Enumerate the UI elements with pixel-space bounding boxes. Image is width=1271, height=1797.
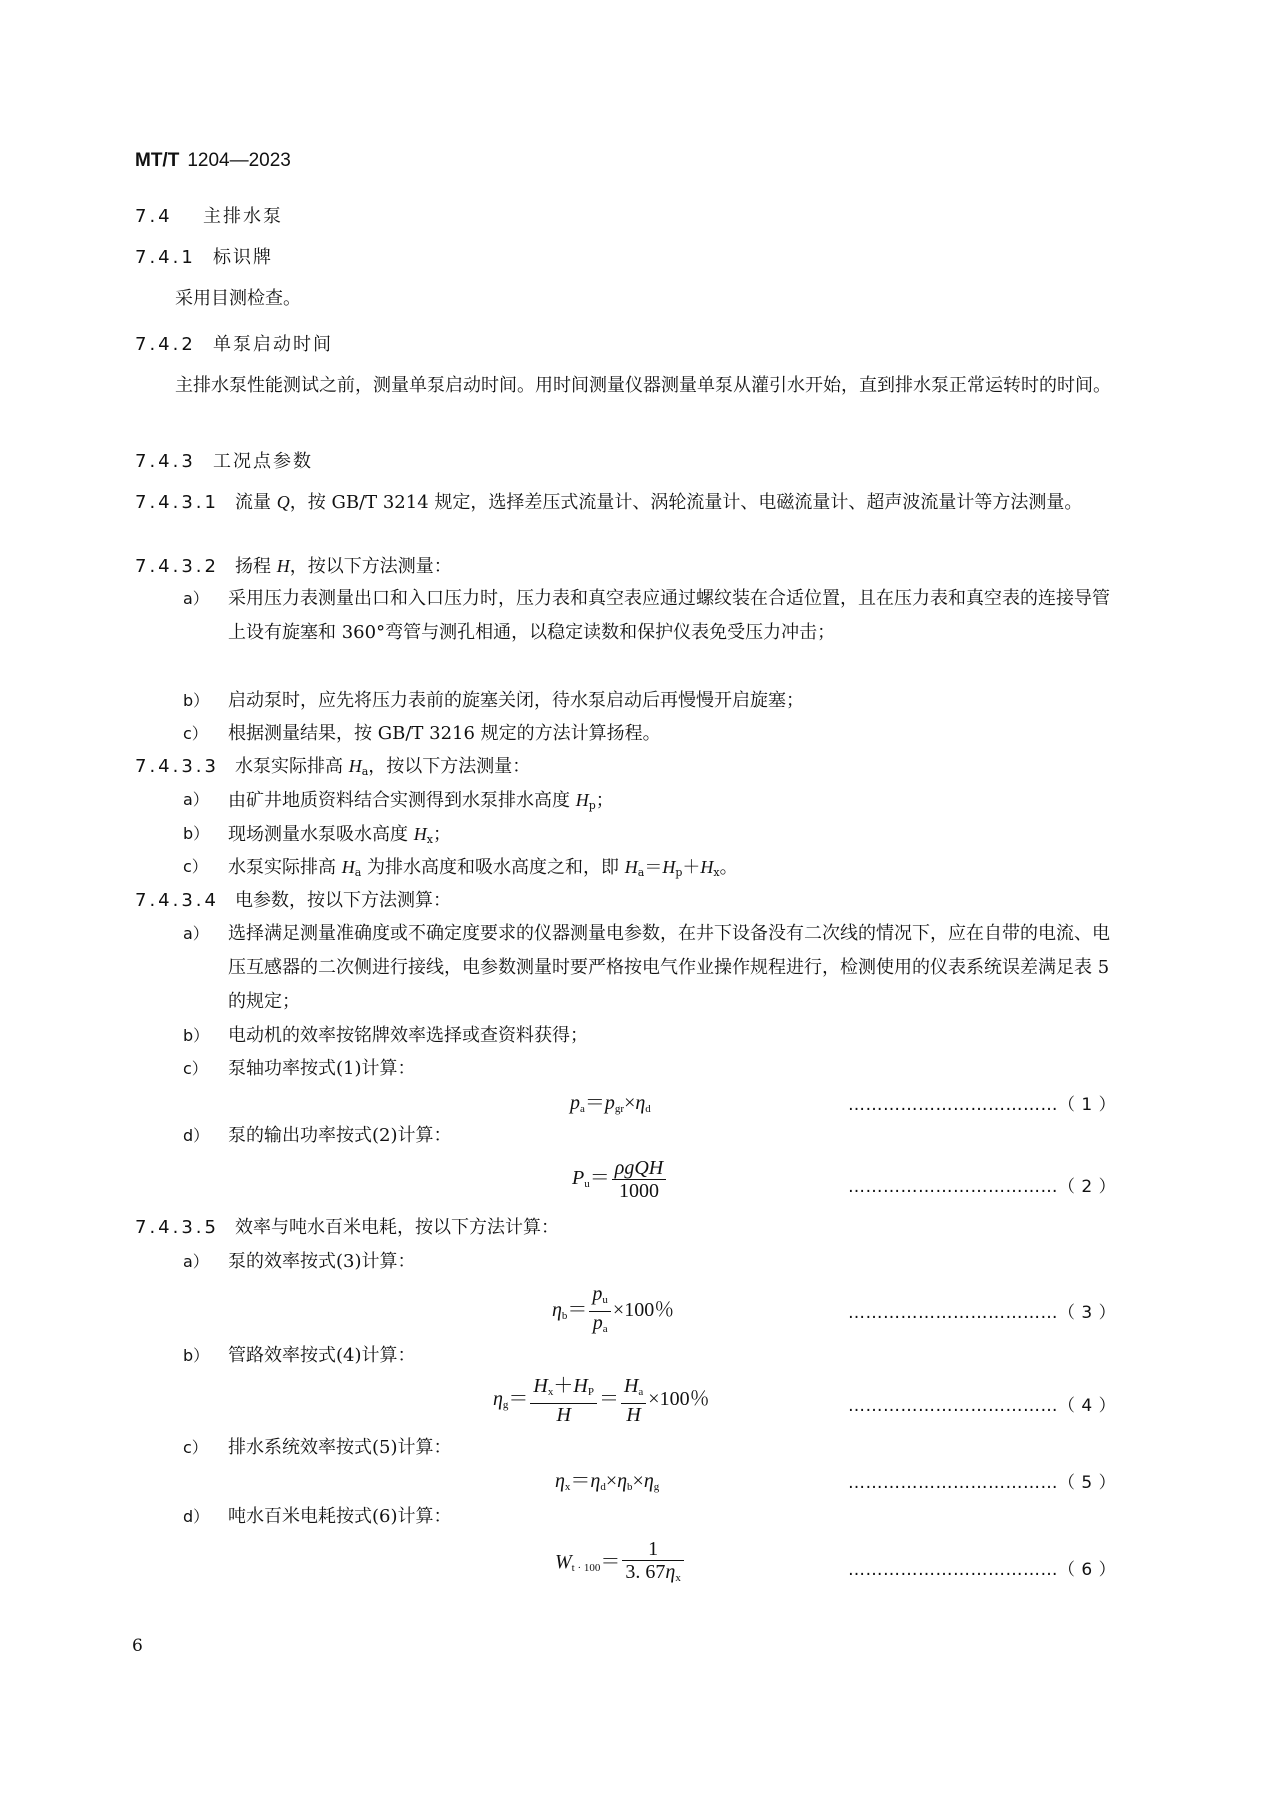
- section-title: 标识牌: [213, 247, 273, 268]
- variable: H: [276, 556, 290, 576]
- clause-number: 7.4.3.5: [135, 1217, 219, 1238]
- list-item-text: 泵轴功率按式(1)计算：: [228, 1058, 416, 1079]
- equation-number: ………………………………（ 4 ）: [848, 1396, 1117, 1416]
- list-marker: b）: [183, 824, 210, 843]
- formula-1: $p_a=p_{gr}\times\eta_d$: [570, 1092, 651, 1115]
- list-item: [183, 1500, 1120, 1534]
- section-title: 主排水泵: [203, 206, 283, 227]
- page-number: 6: [132, 1636, 143, 1656]
- section-7-4-heading: [135, 202, 283, 228]
- clause-text: ，按以下方法测量：: [289, 556, 452, 577]
- list-item-text: 泵的效率按式(3)计算：: [228, 1251, 416, 1272]
- section-7-4-1-text: 采用目测检查。: [175, 288, 301, 309]
- list-marker: b）: [183, 1346, 210, 1365]
- clause-number: 7.4.3.4: [135, 890, 219, 911]
- equation-number: ………………………………（ 5 ）: [848, 1473, 1117, 1493]
- list-item-text: 根据测量结果，按 GB/T 3216 规定的方法计算扬程。: [228, 723, 661, 744]
- list-marker: d）: [183, 1507, 210, 1526]
- formula-6: $W_{t \cdot 100}=$ $\frac{1}{3. 67\eta_x}$: [555, 1538, 686, 1589]
- equation-number: ………………………………（ 1 ）: [848, 1095, 1117, 1115]
- list-item: [183, 1431, 1120, 1465]
- clause-text: 效率与吨水百米电耗，按以下方法计算：: [234, 1217, 559, 1238]
- subscript: a: [361, 765, 369, 778]
- section-7-4-2-heading: [135, 330, 333, 356]
- list-item: [183, 1245, 1120, 1279]
- clause-text: 电参数，按以下方法测算：: [234, 890, 451, 911]
- clause-7-4-3-5: [135, 1211, 1120, 1244]
- list-item-text: 排水系统效率按式(5)计算：: [228, 1437, 452, 1458]
- list-marker: a）: [183, 924, 209, 943]
- equation-number: ………………………………（ 3 ）: [848, 1303, 1117, 1323]
- list-item: [183, 1119, 1120, 1153]
- list-marker: a）: [183, 1252, 209, 1271]
- section-7-4-2-text: 主排水泵性能测试之前，测量单泵启动时间。用时间测量仪器测量单泵从灌引水开始，直到排水泵正常运转时的时间。: [175, 375, 1111, 396]
- section-number: 7.4.3: [135, 451, 196, 472]
- list-item-text: 泵的输出功率按式(2)计算：: [228, 1125, 452, 1146]
- section-7-4-1-heading: [135, 243, 273, 269]
- list-item-text: 管路效率按式(4)计算：: [228, 1345, 416, 1366]
- list-marker: c）: [183, 1438, 208, 1457]
- list-item-text: 启动泵时，应先将压力表前的旋塞关闭，待水泵启动后再慢慢开启旋塞；: [228, 690, 804, 711]
- list-item: [183, 1019, 1120, 1053]
- clause-text: 水泵实际排高: [234, 756, 349, 777]
- list-marker: c）: [183, 857, 208, 876]
- variable: H: [348, 756, 362, 776]
- list-item: [183, 717, 1120, 751]
- formula-3: $\eta_b=$ $\frac{p_u}{p_a}$ ×100％: [552, 1283, 675, 1335]
- list-marker: b）: [183, 691, 210, 710]
- clause-7-4-3-2: [135, 550, 1120, 583]
- list-item-text: 吨水百米电耗按式(6)计算：: [228, 1506, 452, 1527]
- list-item-text: 现场测量水泵吸水高度 $H_x$；: [228, 824, 451, 846]
- list-item: [183, 1339, 1120, 1373]
- section-number: 7.4: [135, 206, 173, 227]
- standard-header: [135, 150, 291, 172]
- clause-number: 7.4.3.1: [135, 492, 219, 513]
- list-item: [183, 1052, 1120, 1086]
- standard-number: 1204—2023: [187, 150, 291, 171]
- variable: Q: [276, 492, 290, 512]
- list-marker: c）: [183, 724, 208, 743]
- clause-text: ，按以下方法测量：: [368, 756, 531, 777]
- list-item: [183, 783, 1120, 817]
- standard-prefix: MT/T: [135, 150, 180, 171]
- clause-number: 7.4.3.3: [135, 756, 219, 777]
- list-marker: a）: [183, 589, 209, 608]
- clause-text: ，按 GB/T 3214 规定，选择差压式流量计、涡轮流量计、电磁流量计、超声波流量计等方法测量。: [289, 492, 1083, 513]
- list-item: [183, 817, 1120, 851]
- list-marker: b）: [183, 1026, 210, 1045]
- clause-text: 流量: [234, 492, 277, 513]
- section-title: 单泵启动时间: [213, 334, 333, 355]
- list-item: [183, 582, 1120, 643]
- list-item: [183, 684, 1120, 718]
- list-marker: d）: [183, 1126, 210, 1145]
- formula-4: $\eta_g=$ $\frac{H_x+H_P}{H}$ ＝ $\frac{H_a}{H}$ ×100％: [493, 1375, 710, 1426]
- list-item: [183, 917, 1120, 1012]
- list-marker: c）: [183, 1059, 208, 1078]
- formula-5: $\eta_x=\eta_d\times\eta_b\times\eta_g$: [555, 1470, 660, 1493]
- equation-number: ………………………………（ 2 ）: [848, 1177, 1117, 1197]
- clause-7-4-3-4: [135, 884, 1120, 917]
- list-item: [183, 850, 1120, 884]
- equation-number: ………………………………（ 6 ）: [848, 1560, 1117, 1580]
- formula-2: $P_u=$ $\frac{\text{ρgQH}}{1000}$: [572, 1157, 668, 1202]
- clause-7-4-3-1: [135, 486, 1120, 519]
- section-number: 7.4.1: [135, 247, 196, 268]
- clause-number: 7.4.3.2: [135, 556, 219, 577]
- list-item-text: 由矿井地质资料结合实测得到水泵排水高度 $H_p$；: [228, 790, 614, 812]
- list-marker: a）: [183, 790, 209, 809]
- section-number: 7.4.2: [135, 334, 196, 355]
- list-item-text: 采用压力表测量出口和入口压力时，压力表和真空表应通过螺纹装在合适位置，且在压力表和真空表的连接导管上设有旋塞和 360°弯管与测孔相通，以稳定读数和保护仪表免受压力冲击；: [228, 588, 1110, 643]
- list-item-text: 水泵实际排高 $H_a$ 为排水高度和吸水高度之和，即 $H_a=H_p+H_x$。: [228, 857, 738, 879]
- list-item-text: 选择满足测量准确度或不确定度要求的仪器测量电参数，在井下设备没有二次线的情况下，应在自带的电流、电压互感器的二次侧进行接线，电参数测量时要严格按电气作业操作规程进行，检测使用的仪表系统误差满足表 5 的规定；: [228, 923, 1110, 1012]
- section-7-4-3-heading: [135, 447, 313, 473]
- clause-text: 扬程: [234, 556, 277, 577]
- list-item-text: 电动机的效率按铭牌效率选择或查资料获得；: [228, 1025, 588, 1046]
- section-title: 工况点参数: [213, 451, 313, 472]
